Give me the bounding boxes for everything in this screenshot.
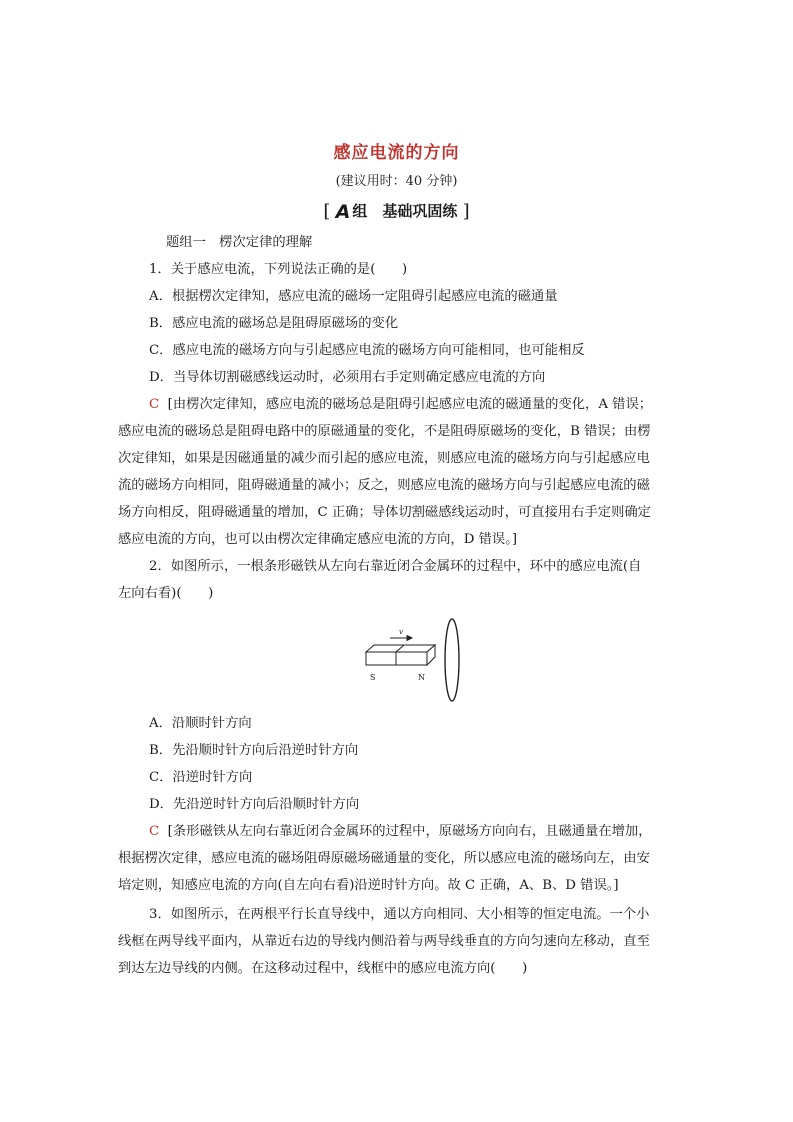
velocity-arrow bbox=[390, 636, 412, 641]
q3-stem-line: 3．如图所示，在两根平行长直导线中，通以方向相同、大小相等的恒定电流。一个小 bbox=[149, 907, 650, 922]
q1-option-c: C．感应电流的磁场方向与引起感应电流的磁场方向可能相同，也可能相反 bbox=[149, 343, 585, 358]
group-letter: A bbox=[335, 201, 351, 223]
q1-explanation-line: 场方向相反，阻碍磁通量的增加，C 正确；导体切割磁感线运动时，可直接用右手定则确定 bbox=[118, 505, 651, 520]
q2-explanation-line: 培定则，知感应电流的方向(自左向右看)沿逆时针方向。故 C 正确，A、B、D 错误。] bbox=[118, 878, 619, 893]
south-pole-label: S bbox=[370, 673, 376, 682]
page-subtitle: (建议用时：40 分钟) bbox=[335, 174, 458, 189]
q2-explanation-line: 根据楞次定律，感应电流的磁场阻碍原磁场磁通量的变化，所以感应电流的磁场向左，由安 bbox=[118, 851, 650, 866]
q3-stem-line: 线框在两导线平面内，从靠近右边的导线内侧沿着与两导线垂直的方向匀速向左移动，直至 bbox=[118, 934, 650, 949]
bar-magnet bbox=[366, 645, 435, 665]
metal-ring bbox=[445, 619, 459, 701]
q2-explanation-line bbox=[149, 822, 652, 842]
north-pole-label: N bbox=[418, 673, 425, 682]
q2-stem-line: 2．如图所示，一根条形磁铁从左向右靠近闭合金属环的过程中，环中的感应电流(自 bbox=[149, 559, 642, 574]
q2-stem-line: 左向右看)( ) bbox=[118, 586, 214, 601]
topic-heading: 题组一 楞次定律的理解 bbox=[166, 235, 313, 250]
q3-stem-line: 到达左边导线的内侧。在这移动过程中，线框中的感应电流方向( ) bbox=[118, 961, 528, 976]
page-title: 感应电流的方向 bbox=[333, 143, 460, 163]
group-bracket-right: ] bbox=[462, 201, 470, 222]
group-bracket-left: [ bbox=[323, 201, 331, 222]
group-header bbox=[0, 200, 793, 223]
q1-option-d: D．当导体切割磁感线运动时，必须用右手定则确定感应电流的方向 bbox=[149, 370, 546, 385]
q2-explanation-text: [条形磁铁从左向右靠近闭合金属环的过程中，原磁场方向向右，且磁通量在增加， bbox=[167, 824, 652, 839]
q2-answer: C bbox=[149, 824, 160, 839]
q2-option-c: C．沿逆时针方向 bbox=[149, 770, 253, 785]
velocity-label: v bbox=[399, 628, 403, 636]
q1-option-b: B．感应电流的磁场总是阻碍原磁场的变化 bbox=[149, 316, 399, 331]
q1-stem: 1．关于感应电流，下列说法正确的是( ) bbox=[149, 262, 408, 277]
q1-explanation-line: 感应电流的方向，也可以由楞次定律确定感应电流的方向，D 错误。] bbox=[118, 532, 518, 547]
q2-option-a: A．沿顺时针方向 bbox=[149, 716, 252, 731]
magnet-ring-figure bbox=[360, 618, 470, 710]
q1-explanation-text: [由楞次定律知，感应电流的磁场总是阻碍引起感应电流的磁通量的变化，A 错误； bbox=[167, 397, 653, 412]
q2-option-b: B．先沿顺时针方向后沿逆时针方向 bbox=[149, 743, 359, 758]
q1-explanation-line: 感应电流的磁场总是阻碍电路中的原磁通量的变化，不是阻碍原磁场的变化，B 错误；由楞 bbox=[118, 424, 651, 439]
q1-explanation-line: 流的磁场方向相同，阻碍磁通量的减小；反之，则感应电流的磁场方向与引起感应电流的磁 bbox=[118, 478, 650, 493]
q1-explanation-line: 次定律知，如果是因磁通量的减少而引起的感应电流，则感应电流的磁场方向与引起感应电 bbox=[118, 451, 650, 466]
group-label: 组 基础巩固练 bbox=[352, 202, 458, 220]
q1-answer: C bbox=[149, 397, 160, 412]
q1-explanation-line bbox=[149, 395, 652, 415]
q2-option-d: D．先沿逆时针方向后沿顺时针方向 bbox=[149, 797, 360, 812]
q1-option-a: A．根据楞次定律知，感应电流的磁场一定阻碍引起感应电流的磁通量 bbox=[149, 289, 558, 304]
